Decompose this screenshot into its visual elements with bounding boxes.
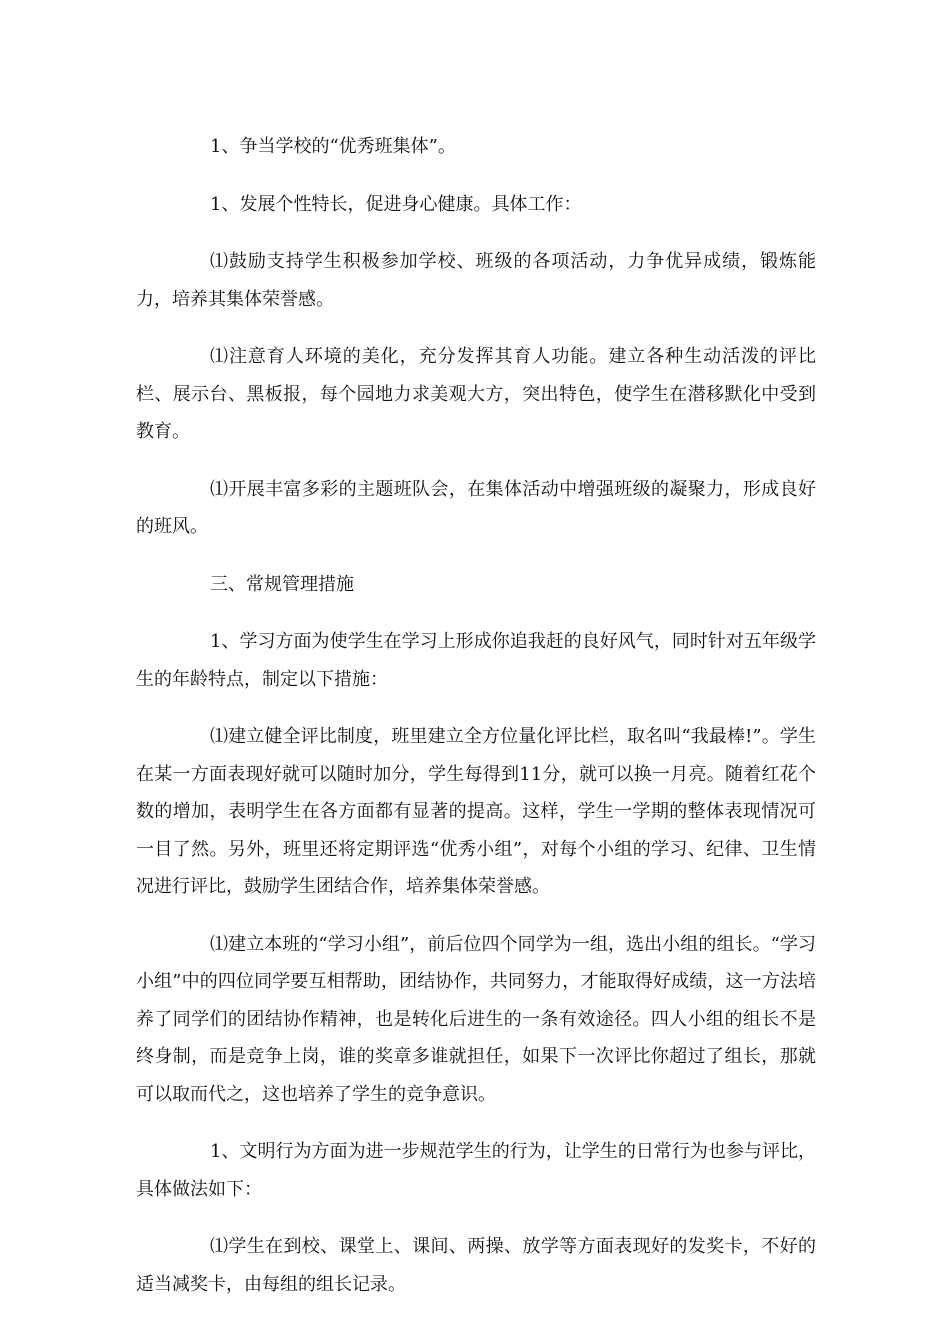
paragraph-study-measures: 1、学习方面为使学生在学习上形成你追我赶的良好风气，同时针对五年级学生的年龄特点，制定以下措施：	[136, 631, 816, 690]
paragraph-reward-cards: ⑴学生在到校、课堂上、课间、两操、放学等方面表现好的发奖卡，不好的适当减奖卡，由每组的组长记录。	[136, 1236, 816, 1295]
section-heading-routine-management: 三、常规管理措施	[210, 573, 354, 595]
paragraph-goal-excellent-class: 1、争当学校的“优秀班集体”。	[210, 136, 456, 157]
paragraph-class-meetings: ⑴开展丰富多彩的主题班队会，在集体活动中增强班级的凝聚力，形成良好的班风。	[136, 478, 816, 537]
paragraph-develop-talents: 1、发展个性特长，促进身心健康。具体工作：	[210, 193, 582, 215]
paragraph-encourage-activities: ⑴鼓励支持学生积极参加学校、班级的各项活动，力争优异成绩，锻炼能力，培养其集体荣誉感。	[136, 251, 816, 310]
paragraph-evaluation-system: ⑴建立健全评比制度，班里建立全方位量化评比栏，取名叫“我最棒!”。学生在某一方面表现好就可以随时加分，学生每得到11分，就可以换一月亮。随着红花个数的增加，表明学生在各方面都有显著的提高。这样，学生一学期的整体表现情况可一目了然。另外，班里还将定期评选“优秀小组”，对每个小组的学习、纪律、卫生情况进行评比，鼓励学生团结合作，培养集体荣誉感。	[136, 726, 816, 897]
paragraph-study-groups: ⑴建立本班的“学习小组”，前后位四个同学为一组，选出小组的组长。“学习小组”中的四位同学要互相帮助，团结协作，共同努力，才能取得好成绩，这一方法培养了同学们的团结协作精神，也是转化后进生的一条有效途径。四人小组的组长不是终身制，而是竞争上岗，谁的奖章多谁就担任，如果下一次评比你超过了组长，那就可以取而代之，这也培养了学生的竞争意识。	[136, 933, 816, 1105]
paragraph-environment: ⑴注意育人环境的美化，充分发挥其育人功能。建立各种生动活泼的评比栏、展示台、黑板报，每个园地力求美观大方，突出特色，使学生在潜移默化中受到教育。	[136, 346, 816, 442]
paragraph-civil-behavior: 1、文明行为方面为进一步规范学生的行为，让学生的日常行为也参与评比，具体做法如下：	[136, 1141, 816, 1200]
document-body	[136, 128, 816, 1323]
